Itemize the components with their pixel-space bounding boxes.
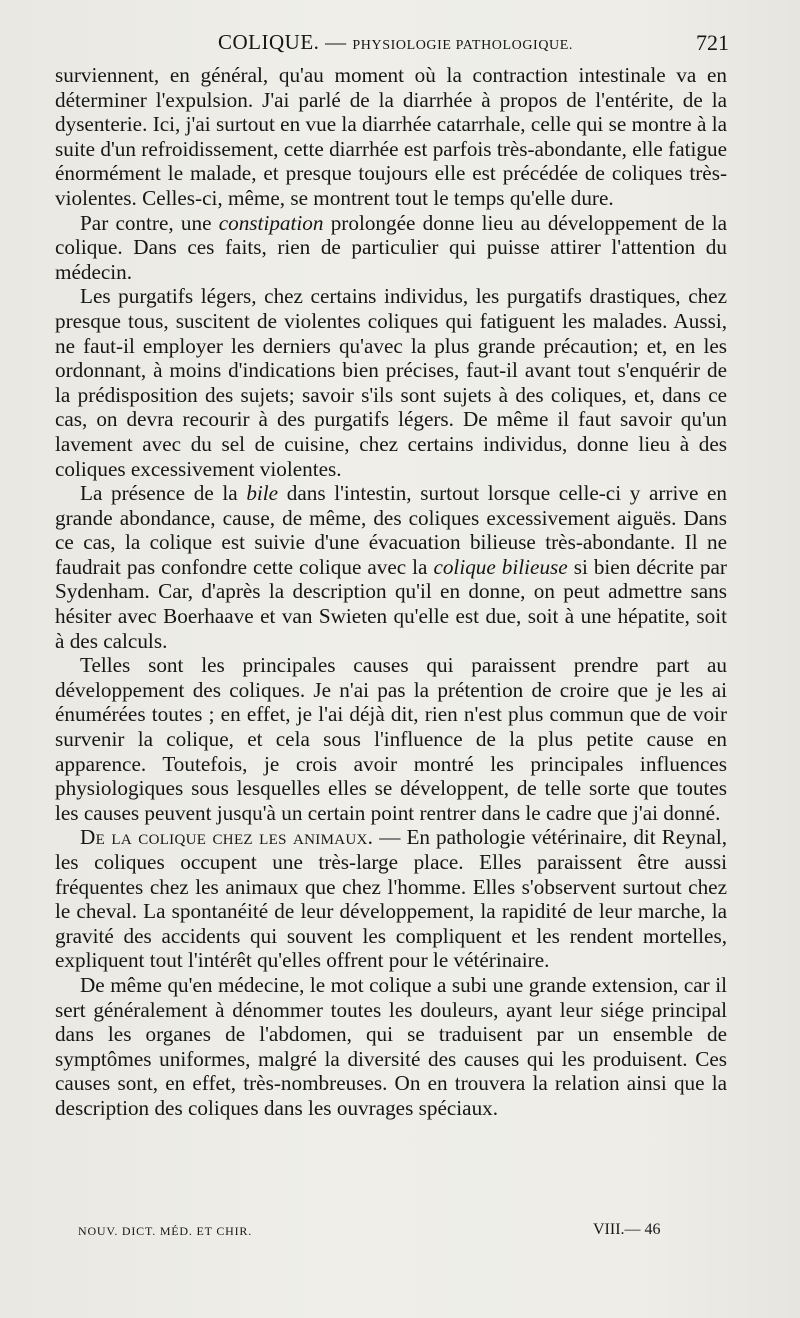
paragraph-2-italic: constipation xyxy=(218,210,324,235)
paragraph-6 xyxy=(55,825,727,973)
paragraph-4 xyxy=(55,481,727,653)
main-text xyxy=(55,63,727,1121)
paragraph-4-text-a: La présence de la xyxy=(80,481,247,506)
running-header xyxy=(55,30,729,58)
paragraph-6-text: — En pathologie vétérinaire, dit Reynal, les coliques occupent une très-large place. Elles paraissent être aussi fréquentes chez les animaux que chez l'homme. Elles s'observent surtout chez le cheval. La spontanéité de leur développement, la rapidité de leur marche, la gravité des accidents qui souvent les compliquent et les rendent mortelles, expliquent tout l'intérêt qu'elles offrent pour le vétérinaire. xyxy=(55,825,728,973)
footer-signature: NOUV. DICT. MÉD. ET CHIR. xyxy=(78,1224,253,1238)
paragraph-2-text-a: Par contre, une xyxy=(80,210,219,235)
paragraph-2-text-b: prolongée donne lieu au développement de la colique. Dans ces faits, rien de particulier qui puisse attirer l'attention du médecin. xyxy=(55,210,727,284)
paragraph-7: De même qu'en médecine, le mot colique a subi une grande extension, car il sert généralement à dénommer toutes les douleurs, ayant leur siége principal dans les organes de l'abdomen, qui se traduisent par un ensemble de symptômes uniformes, malgré la diversité des causes qui les produisent. Ces causes sont, en effet, très-nombreuses. On en trouvera la relation ainsi que la description des coliques dans les ouvrages spéciaux. xyxy=(55,972,727,1120)
page-footer xyxy=(78,1221,678,1244)
paragraph-2 xyxy=(55,211,727,285)
footer-volume: VIII.— 46 xyxy=(593,1221,661,1238)
paragraph-5: Telles sont les principales causes qui paraissent prendre part au développement des coliques. Je n'ai pas la prétention de croire que je les ai énumérées toutes ; en effet, je l'ai déjà dit, rien n'est plus commun que de voir survenir la colique, et cela sous l'influence de la plus petite cause en apparence. Toutefois, je crois avoir montré les principales influences physiologiques sous lesquelles elles se développent, de telle sorte que toutes les causes peuvent jusqu'à un certain point rentrer dans le cadre que j'ai donné. xyxy=(55,653,727,825)
paragraph-3: Les purgatifs légers, chez certains individus, les purgatifs drastiques, chez presque tous, suscitent de violentes coliques qui fatiguent les malades. Aussi, ne faut-il employer les derniers qu'avec la plus grande précaution; et, en les ordonnant, à moins d'indications bien précises, faut-il avant tout s'enquérir de la prédisposition des sujets; savoir s'ils sont sujets à des coliques, et, dans ce cas, on devra recourir à des purgatifs légers. De même il faut savoir qu'un lavement avec du sel de cuisine, chez certains individus, donne lieu à des coliques excessivement violentes. xyxy=(55,284,727,481)
paragraph-4-text-c: si bien décrite par Sydenham. Car, d'après la description qu'il en donne, on peut admettre sans hésiter avec Boerhaave et van Swieten qu'elle est due, soit à une hépatite, soit à des calculs. xyxy=(55,554,727,653)
paragraph-4-italic-colique: colique bilieuse xyxy=(433,554,568,579)
header-dash: — xyxy=(325,30,347,54)
paragraph-4-text-b: dans l'intestin, surtout lorsque celle-ci y arrive en grande abondance, cause, de même, des coliques excessivement aiguës. Dans ce cas, la colique est suivie d'une évacuation bilieuse très-abondante. Il ne faudrait pas confondre cette colique avec la xyxy=(55,481,727,579)
paragraph-4-italic-bile: bile xyxy=(246,481,279,506)
header-title: COLIQUE. xyxy=(218,30,320,54)
page-number: 721 xyxy=(696,30,729,55)
section-heading: De la colique chez les animaux. xyxy=(80,825,374,850)
header-subtitle: PHYSIOLOGIE PATHOLOGIQUE. xyxy=(352,38,573,53)
running-title xyxy=(218,30,573,55)
paragraph-1: surviennent, en général, qu'au moment où la contraction intestinale va en déterminer l'expulsion. J'ai parlé de la diarrhée à propos de l'entérite, de la dysenterie. Ici, j'ai surtout en vue la diarrhée catarrhale, celle qui se montre à la suite d'un refroidissement, cette diarrhée est parfois très-abondante, elle fatigue énormément le malade, et presque toujours elle est précédée de coliques très-violentes. Celles-ci, même, se montrent tout le temps qu'elle dure. xyxy=(55,63,727,210)
